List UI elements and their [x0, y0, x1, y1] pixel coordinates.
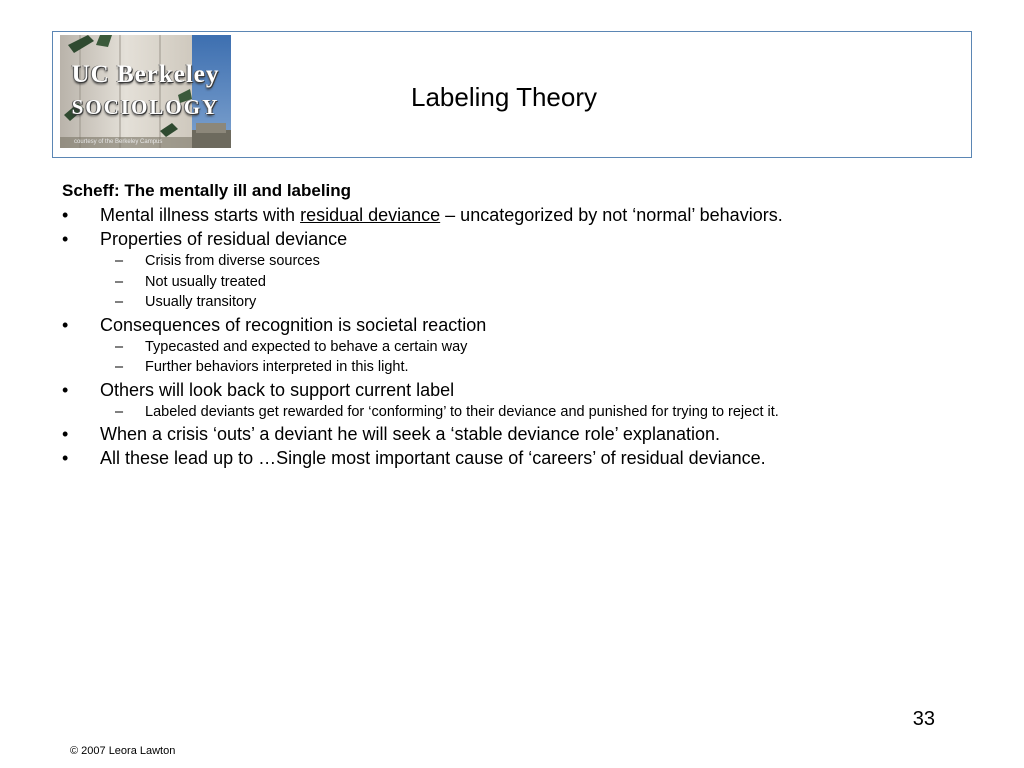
- sub-bullet: [62, 251, 962, 272]
- bullet-marker: •: [62, 448, 69, 468]
- sub-bullet-marker: –: [115, 403, 124, 420]
- bullet-text: All these lead up to …Single most important cause of ‘careers’ of residual deviance.: [100, 448, 766, 468]
- sub-bullet-marker: –: [115, 359, 124, 375]
- bullet-marker: •: [62, 314, 69, 335]
- page-number: 33: [912, 708, 935, 730]
- sub-bullet-text: Typecasted and expected to behave a certain way: [145, 338, 468, 355]
- sub-bullet-text: Labeled deviants get rewarded for ‘conforming’ to their deviance and punished for trying to reject it.: [145, 403, 779, 420]
- bullet-text: Mental illness starts with: [100, 205, 301, 225]
- bullet-marker: •: [62, 229, 69, 249]
- bullet-text: When a crisis ‘outs’ a deviant he will seek a ‘stable deviance role’ explanation.: [100, 424, 720, 444]
- bullet-marker: •: [62, 424, 69, 444]
- bullet-text: Consequences of recognition is societal reaction: [100, 314, 487, 335]
- sub-bullet: [62, 292, 962, 313]
- bullet-text: – uncategorized by not ‘normal’ behaviors.: [440, 205, 783, 225]
- bullet-text: Properties of residual deviance: [100, 229, 348, 249]
- sub-bullet-marker: –: [115, 273, 124, 290]
- bullet-marker: •: [62, 205, 69, 225]
- sub-bullet-text: Not usually treated: [145, 273, 266, 290]
- uc-berkeley-sociology-logo: [60, 35, 231, 148]
- bullet-all-these: [62, 446, 962, 470]
- bullet-text: Others will look back to support current label: [100, 379, 455, 400]
- logo-line-uc-berkeley: UC Berkeley: [71, 61, 220, 88]
- slide-title: Labeling Theory: [411, 82, 597, 112]
- section-heading: Scheff: The mentally ill and labeling: [62, 181, 352, 200]
- sub-bullet: [62, 357, 962, 378]
- bullet-properties: [62, 227, 962, 251]
- bullet-crisis-outs: [62, 422, 962, 446]
- copyright-notice: © 2007 Leora Lawton: [70, 745, 176, 757]
- bullet-mental-illness: [62, 203, 962, 227]
- sub-bullet-text: Usually transitory: [145, 294, 257, 310]
- logo-line-sociology: SOCIOLOGY: [71, 95, 220, 119]
- logo-caption: courtesy of the Berkeley Campus: [74, 139, 163, 145]
- sub-bullet-text: Crisis from diverse sources: [145, 253, 320, 269]
- title-header-box: [52, 31, 972, 158]
- bullet-consequences: [62, 313, 962, 337]
- sub-bullet: [62, 272, 962, 293]
- sub-bullet: [62, 402, 962, 423]
- underlined-term: residual deviance: [300, 205, 441, 225]
- sub-bullet-marker: –: [115, 253, 124, 269]
- bullet-others-look-back: [62, 378, 962, 402]
- bullet-marker: •: [62, 379, 69, 400]
- slide-body: [62, 180, 962, 470]
- logo-background-image: [60, 35, 231, 148]
- sub-bullet-text: Further behaviors interpreted in this light.: [145, 359, 409, 375]
- sub-bullet-marker: –: [115, 294, 124, 310]
- sub-bullet: [62, 337, 962, 358]
- sub-bullet-marker: –: [115, 338, 124, 355]
